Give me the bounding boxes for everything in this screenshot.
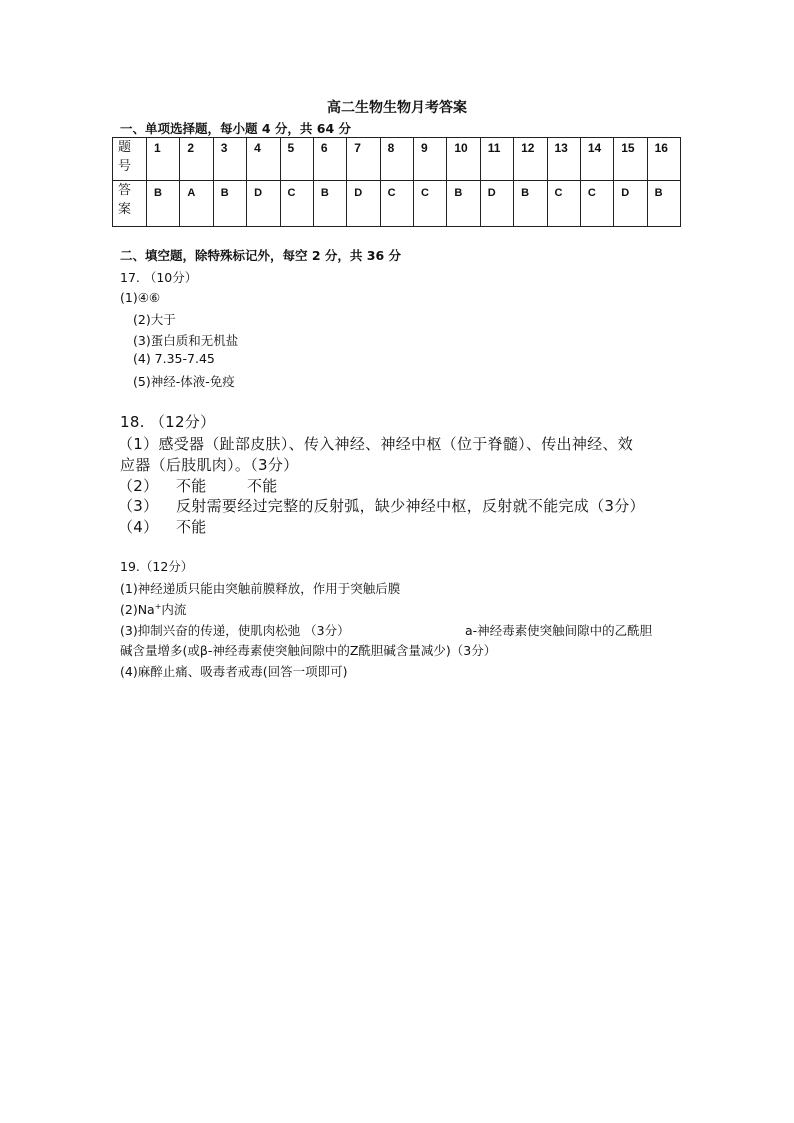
- q18-line-4-text: 反射需要经过完整的反射弧，缺少神经中枢，反射就不能完成（3分）: [176, 497, 645, 515]
- answer-cell: D: [614, 181, 647, 227]
- q18-line-1: （1）感受器（趾部皮肤）、传入神经、神经中枢（位于脊髓）、传出神经、效: [118, 435, 634, 453]
- number-cell: 12: [514, 138, 547, 181]
- answer-cell: A: [180, 181, 213, 227]
- number-cell: 3: [213, 138, 246, 181]
- header-label-bottom: 号: [118, 159, 132, 174]
- answer-cell: C: [547, 181, 580, 227]
- q19-item-3-part-a: (3)抑制兴奋的传递，使肌肉松弛 （3分）: [120, 623, 350, 638]
- answer-cell: C: [414, 181, 447, 227]
- answer-table: [112, 137, 681, 227]
- table-row-answers: [113, 181, 681, 227]
- q18-line-5-text: 不能: [176, 518, 207, 536]
- q18-line-2: 应器（后肢肌肉）。（3分）: [120, 456, 299, 474]
- q17-title: 17. （10分）: [120, 270, 198, 285]
- q19-item-3-part-b: a-神经毒素使突触间隙中的乙酰胆: [465, 623, 653, 638]
- number-cell: 1: [147, 138, 180, 181]
- q17-item-5: (5)神经-体液-免疫: [133, 374, 235, 389]
- number-cell: 16: [647, 138, 680, 181]
- number-cell: 11: [480, 138, 513, 181]
- q18-line-3-label: （2）: [118, 477, 159, 495]
- q17-item-2: (2)大于: [133, 312, 176, 327]
- q17-item-1: (1)④⑥: [120, 290, 161, 305]
- q19-item-2-suffix: 内流: [161, 602, 187, 617]
- page-title: 高二生物生物月考答案: [327, 100, 467, 116]
- q19-item-4: (4)麻醉止痛、吸毒者戒毒(回答一项即可): [120, 664, 348, 679]
- number-cell: 7: [347, 138, 380, 181]
- number-cell: 8: [380, 138, 413, 181]
- answer-cell: B: [447, 181, 480, 227]
- number-cell: 6: [313, 138, 346, 181]
- number-cell: 14: [580, 138, 613, 181]
- q19-title: 19.（12分）: [120, 559, 194, 574]
- table-row-numbers: [113, 138, 681, 181]
- q18-title: 18. （12分）: [120, 413, 216, 431]
- q19-item-3-part-c: 碱含量增多(或β-神经毒素使突触间隙中的Z酰胆碱含量减少)（3分）: [120, 643, 497, 658]
- q17-item-3: (3)蛋白质和无机盐: [133, 333, 239, 348]
- number-cell: 2: [180, 138, 213, 181]
- number-cell: 9: [414, 138, 447, 181]
- number-cell: 4: [247, 138, 280, 181]
- answer-cell: B: [147, 181, 180, 227]
- section2-heading: 二、填空题，除特殊标记外，每空 2 分，共 36 分: [120, 248, 402, 263]
- q19-item-2-prefix: (2)Na: [120, 602, 155, 617]
- number-cell: 13: [547, 138, 580, 181]
- answer-label-top: 答: [118, 183, 132, 198]
- answer-cell: B: [514, 181, 547, 227]
- q19-item-2: [120, 600, 186, 618]
- q18-line-3-answer-a: 不能: [176, 477, 207, 495]
- q19-item-2-superscript: +: [154, 601, 162, 611]
- answer-label-bottom: 案: [118, 202, 132, 217]
- answer-cell: D: [480, 181, 513, 227]
- answer-cell: C: [280, 181, 313, 227]
- number-cell: 10: [447, 138, 480, 181]
- answer-cell: B: [213, 181, 246, 227]
- q17-item-4: (4) 7.35-7.45: [133, 351, 215, 366]
- header-label-cell: [113, 138, 147, 181]
- answer-label-cell: [113, 181, 147, 227]
- number-cell: 5: [280, 138, 313, 181]
- answer-cell: B: [313, 181, 346, 227]
- answer-cell: C: [380, 181, 413, 227]
- q18-line-5-label: （4）: [118, 518, 159, 536]
- section1-heading: 一、单项选择题，每小题 4 分，共 64 分: [120, 121, 352, 136]
- answer-cell: C: [580, 181, 613, 227]
- q18-line-4-label: （3）: [118, 497, 159, 515]
- q18-line-3-answer-b: 不能: [247, 477, 278, 495]
- answer-cell: D: [347, 181, 380, 227]
- answer-cell: B: [647, 181, 680, 227]
- header-label-top: 题: [118, 140, 132, 155]
- answer-cell: D: [247, 181, 280, 227]
- q19-item-1: (1)神经递质只能由突触前膜释放，作用于突触后膜: [120, 581, 401, 596]
- number-cell: 15: [614, 138, 647, 181]
